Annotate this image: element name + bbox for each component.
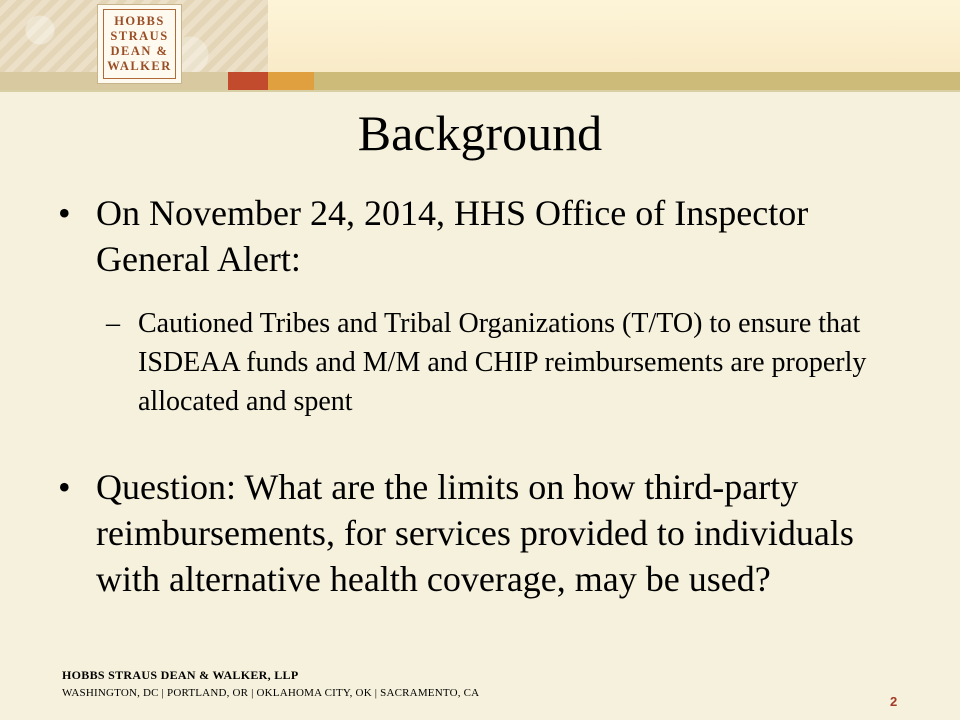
bullet-text: On November 24, 2014, HHS Office of Inspector General Alert: [96, 193, 809, 279]
stripe-segment [228, 72, 268, 90]
page-number: 2 [890, 694, 898, 709]
header-divider [0, 90, 960, 92]
header-panel [268, 0, 960, 72]
bullet-marker: • [58, 193, 71, 233]
sub-bullet-marker: – [106, 308, 120, 339]
logo-line-2: STRAUS [110, 29, 169, 43]
sub-bullet-text: Cautioned Tribes and Tribal Organizations (T/TO) to ensure that ISDEAA funds and M/M and CHIP reimbursements are properly allocated and spent [138, 308, 867, 417]
logo-line-4: WALKER [107, 59, 172, 73]
logo-line-3: DEAN & [110, 44, 169, 58]
stripe-segment [314, 72, 960, 90]
stripe-segment [268, 72, 314, 90]
slide-title: Background [357, 105, 603, 161]
firm-logo-frame [103, 9, 176, 79]
logo-line-1: HOBBS [114, 14, 165, 28]
bullet-marker: • [58, 467, 71, 507]
bullet-text: Question: What are the limits on how third-party reimbursements, for services provided to individuals with alternative health coverage, may be used? [96, 467, 854, 599]
footer-firm-name: HOBBS STRAUS DEAN & WALKER, LLP [62, 668, 299, 682]
footer-locations: WASHINGTON, DC | PORTLAND, OR | OKLAHOMA CITY, OK | SACRAMENTO, CA [62, 687, 480, 699]
header-banner [0, 0, 960, 90]
firm-logo [97, 4, 182, 84]
